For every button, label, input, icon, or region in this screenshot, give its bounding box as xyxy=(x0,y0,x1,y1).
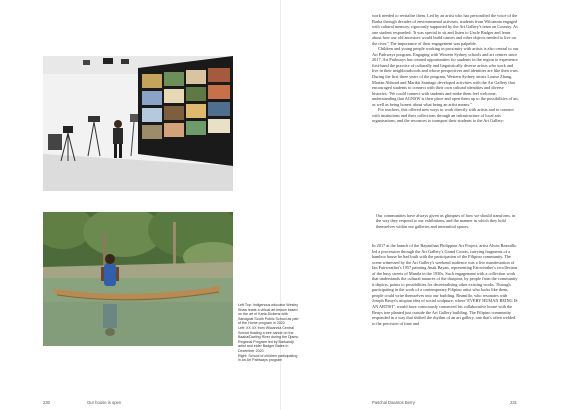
paragraph: In 2017 at the launch of the Bayanihan Philippine Art Project, artist Alwin Reamillo led a procession through the Art Gallery's Grand Courts, carrying fragments of a bamboo house he had built with the participation of the Filipino community. The scene witnessed by the Art Gallery's weekend audience was a live manifestation of Ian Fairweather's 1957 painting Anak Bayan, representing Fairweather's recollection of the busy streets of Manila in the 1930s. Such engagement with a collection work that understands the cultural nuances of the diaspora, by people from the community it depicts, points to possibilities for decentralising other existing works. Through participating in the work of a contemporary Filipino artist who looks like them, people could write themselves into our building. Reamillo, who resonates with Joseph Beuys's utopian idea of social sculpture, where 'EVERY HUMAN BEING IS AN ARTIST', would have consciously connected his collaborative house with the Beuys tree planted just outside the Art Gallery building. The Filipino community responded in a way that shifted the rhythm of an art gallery, one that's often welded to the precision of time and xyxy=(372,243,518,326)
caption-left: Left: XX XX from Wilcannia Central School floating a tree canoe on the Baaka/Darling River during the Djamu Regional Program led by Barkandji artist and elder Badger Bates in December 2020 xyxy=(238,325,299,353)
photo-caption xyxy=(238,303,300,363)
paragraph: work needed to revitalise them. Led by an artist who has personified the voice of the Barka through decades of environmental activism, students from Wilcannia engaged with cultural memory, rigorously supported by the Art Gallery's team on Country. As one student responded: 'It was special to sit and listen to Uncle Badger and learn about how our old ancestors would build canoes and other objects needed to live on the river.'' The importance of their engagement was palpable. xyxy=(372,13,518,46)
running-title: Our house is open xyxy=(87,400,122,405)
paragraph: For teachers, this offered new ways to work directly with artists and to connect with institutions and their collections through an infrastructure of local arts organisations, and the resources to transport their students to the Art Gallery: xyxy=(372,107,514,124)
caption-right: Right: School of children participating in an Art Pathways program xyxy=(238,353,298,363)
paragraph: Children and young people working in proximity with artists is also central to our Art Pathways program. Engaging with Western Sydney schools and art centres since 2017, Art Pathways has created opportunities for students in the region to experience first-hand the practice of culturally and linguistically diverse artists who work and live in their neighbourhoods and whose perspectives and identities are like their own. During the first three years of the program, Western Sydney artists Louise Zhang, Marian Abboud and Marikit Santiago developed activities with the Art Gallery that encouraged students to connect with their own cultural identities and diverse histories: 'We could connect with students and make them feel welcome, understanding that AGNSW is their place and open them up to the possibilities of art, as well as being honest about what being an artist means.'' xyxy=(372,46,519,107)
photo-virtual-lesson xyxy=(43,56,233,191)
page-number-right: 231 xyxy=(510,400,517,405)
photo-tree-canoe xyxy=(43,212,233,346)
river-illustration xyxy=(43,212,233,346)
body-text-top xyxy=(372,13,519,227)
body-text-bottom xyxy=(372,243,519,395)
caption-left-top: Left Top: Indigenous educator Wesley Shaw leads a virtual art lesson based on the art of Karla Dickens with Sandgoat South Public School as part of the Home program in 2020 xyxy=(238,303,299,326)
pull-quote: Our communities have always given us glimpses of how we should transform, in the way they respond to our exhibitions, and the manner in which they hold themselves within our galleries and intermittal spaces. xyxy=(376,213,516,229)
page-number-left: 230 xyxy=(43,400,50,405)
studio-illustration xyxy=(43,56,233,191)
running-author: Paschal Daantos Berry xyxy=(372,400,415,405)
